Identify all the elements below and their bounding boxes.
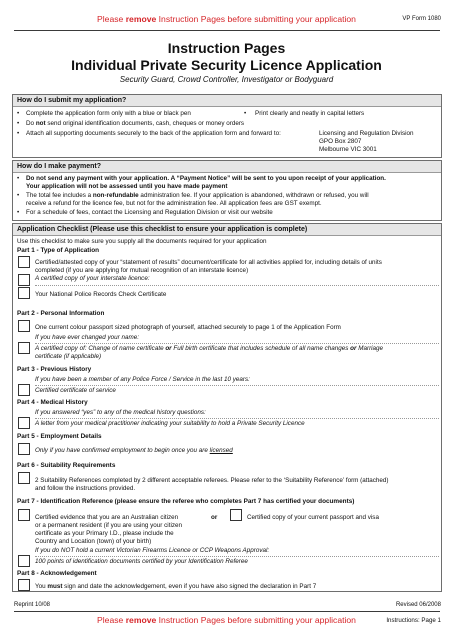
checklist-intro: Use this checklist to make sure you supply all the documents required for your application [17,238,267,245]
part-7-or: or [211,514,218,521]
submit-bullet-1b: Print clearly and neatly in capital letters [255,110,365,117]
part-8-title: Part 8 - Acknowledgement [17,570,97,577]
part-6-title: Part 6 - Suitability Requirements [17,462,116,469]
part-2-item-2-line-2: certificate (if applicable) [35,353,102,360]
part-2-note: If you have ever changed your name: [35,334,139,341]
part-2-item-1: One current colour passport sized photograph of yourself, attached securely to page 1 of the Application Form [35,324,341,331]
payment-bullet-3: For a schedule of fees, contact the Licensing and Regulation Division or visit our website [26,209,273,216]
part-1-title: Part 1 - Type of Application [17,247,100,254]
remove-instructions-banner [0,14,453,24]
banner-emphasis: remove [125,14,157,24]
divider [35,285,439,286]
part-7-title: Part 7 - Identification Reference (please ensure the referee who completes Part 7 has certified your documents) [17,498,355,505]
part-5-item-1: Only if you have confirmed employment to begin once you are licensed [35,447,233,454]
bullet-icon: • [17,130,20,137]
part-7-citizenship-checkbox[interactable] [18,509,30,521]
bullet-icon: • [244,110,247,117]
mailing-address-line-3: Melbourne VIC 3001 [319,146,377,153]
part-8-item-1: You must sign and date the acknowledgement, even if you have also signed the declaration in Part 7 [35,583,317,590]
part-1-item-1-line-1: Certified/attested copy of your “statement of results” document/certificate for all activities applied for, including details of units [35,259,382,266]
banner-text: Please [97,14,126,24]
part-2-item-2-line-1: A certified copy of: Change of name certificate or Full birth certificate that includes schedule of all name changes or Marriage [35,345,384,352]
page-subtitle: Security Guard, Crowd Controller, Investigator or Bodyguard [119,75,334,84]
part-6-item-1-line-2: and follow the instructions provided. [35,485,136,492]
divider [35,556,439,557]
remove-instructions-banner-bottom [0,615,453,625]
page-title-line-2: Individual Private Security Licence Application [71,57,382,73]
bullet-icon: • [17,110,20,117]
banner-text: Please [97,615,126,625]
submit-heading: How do I submit my application? [13,95,441,107]
bullet-icon: • [17,120,20,127]
part-4-note: If you answered “yes” to any of the medical history questions: [35,409,206,416]
part-7-note: If you do NOT hold a current Victorian Firearms Licence or CCP Weapons Approval: [35,547,270,554]
part-5-title: Part 5 - Employment Details [17,433,102,440]
revised-date: Revised 06/2008 [395,602,441,608]
footer-divider [14,611,440,612]
part-2-title: Part 2 - Personal Information [17,310,105,317]
part-7-left-line-3: certificate as your Primary I.D., please include the [35,530,174,537]
part-6-references-checkbox[interactable] [18,472,30,484]
mailing-address-line-2: GPO Box 2807 [319,138,362,145]
part-2-photo-checkbox[interactable] [18,320,30,332]
mailing-address-line-1: Licensing and Regulation Division [319,130,414,137]
bullet-icon: • [17,209,20,216]
part-7-100-points-checkbox[interactable] [18,555,30,567]
part-3-item-1: Certified certificate of service [35,387,116,394]
divider [35,385,439,386]
part-3-note: If you have been a member of any Police Force / Service in the last 10 years: [35,376,250,383]
part-4-title: Part 4 - Medical History [17,399,88,406]
part-4-medical-letter-checkbox[interactable] [18,417,30,429]
payment-bullet-1-line-1: Do not send any payment with your application. A “Payment Notice” will be sent to you upon receipt of your application. [26,175,386,182]
divider [35,418,439,419]
page-title: Instruction Pages [167,40,286,56]
reprint-date: Reprint 10/08 [14,602,51,608]
payment-bullet-2-line-1: The total fee includes a non-refundable administration fee. If your application is abandoned, withdrawn or refused, you will [26,192,369,199]
part-6-item-1-line-1: 2 Suitability References completed by 2 different acceptable referees. Please refer to the ‘Suitability Reference’ form (attached) [35,477,389,484]
part-1-item-2: Your National Police Records Check Certificate [35,291,167,298]
submit-bullet-2: Do not send original identification documents, cash, cheques or money orders [26,120,245,127]
part-3-service-checkbox[interactable] [18,384,30,396]
payment-bullet-2-line-2: receive a refund for the licence fee, but not for the administration fee. All application fees are GST exempt. [26,200,322,207]
part-8-acknowledgement-checkbox[interactable] [18,579,30,591]
part-4-item-1: A letter from your medical practitioner indicating your suitability to hold a Private Security Licence [35,420,305,427]
part-5-employment-checkbox[interactable] [18,443,30,455]
submit-section [12,94,442,158]
part-3-title: Part 3 - Previous History [17,366,92,373]
bullet-icon: • [17,192,20,199]
part-7-passport-checkbox[interactable] [230,509,242,521]
payment-heading: How do I make payment? [13,161,441,173]
header-divider [14,30,440,31]
part-7-left-line-2: or a permanent resident (if you are using your citizen [35,522,183,529]
part-7-right: Certified copy of your current passport and visa [247,514,379,521]
checklist-section [12,223,442,592]
part-1-interstate-checkbox[interactable] [18,274,30,286]
part-1-statement-checkbox[interactable] [18,256,30,268]
part-7-left-line-4: Country and Location (town) of your birth) [35,538,152,545]
part-2-name-change-checkbox[interactable] [18,342,30,354]
checklist-heading: Application Checklist (Please use this checklist to ensure your application is complete) [13,224,441,236]
page-number: Instructions: Page 1 [386,617,441,624]
payment-bullet-1-line-2: Your application will not be assessed until you have made payment [26,183,228,190]
payment-section [12,160,442,221]
banner-text: Instruction Pages before submitting your application [156,14,356,24]
banner-text: Instruction Pages before submitting your application [156,615,356,625]
bullet-icon: • [17,175,20,182]
part-7-left-line-1: Certified evidence that you are an Australian citizen [35,514,179,521]
part-7-item-2: 100 points of identification documents certified by your Identification Referee [35,558,248,565]
submit-bullet-3: Attach all supporting documents securely to the back of the application form and forward to: [26,130,281,137]
part-1-item-1-line-2: completed (if you are applying for mutual recognition of an interstate licence) [35,267,249,274]
part-1-note: A certified copy of your interstate licence: [35,275,150,282]
divider [35,343,439,344]
submit-bullet-1: Complete the application form only with a blue or black pen [26,110,191,117]
form-number: VP Form 1080 [402,16,441,22]
part-1-police-check-checkbox[interactable] [18,287,30,299]
banner-emphasis: remove [125,615,157,625]
